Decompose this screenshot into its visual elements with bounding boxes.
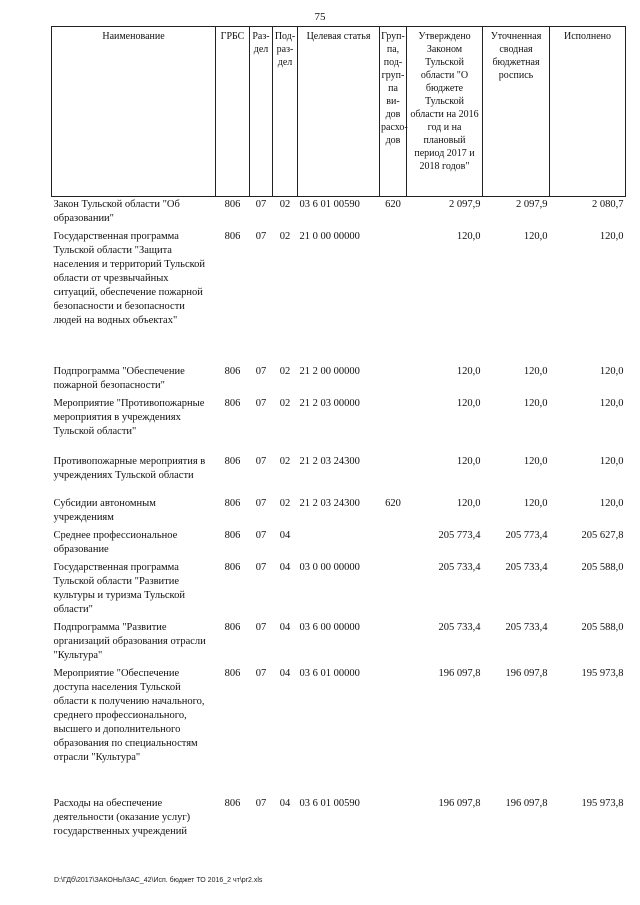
row-executed: 195 973,8	[581, 668, 624, 679]
row-refined: 120,0	[523, 498, 548, 509]
row-group	[380, 560, 407, 620]
row-podrazdel: 02	[279, 498, 291, 509]
row-grbs: 806	[224, 798, 241, 809]
row-article	[298, 528, 380, 560]
row-article: 03 6 01 00590	[299, 199, 360, 210]
row-razdel: 07	[255, 798, 267, 809]
row-approved: 120,0	[456, 498, 481, 509]
table-row	[52, 396, 626, 454]
header-name: Наименование	[52, 27, 216, 197]
row-group	[380, 454, 407, 496]
row-executed: 205 627,8	[581, 530, 624, 541]
row-executed: 120,0	[599, 456, 624, 467]
row-grbs: 806	[224, 622, 241, 633]
table-row	[52, 454, 626, 496]
row-group	[380, 620, 407, 666]
row-refined: 196 097,8	[505, 798, 548, 809]
header-podrazdel: Под- раз- дел	[273, 27, 298, 197]
row-executed: 2 080,7	[592, 199, 624, 210]
row-grbs: 806	[224, 366, 241, 377]
row-podrazdel: 02	[279, 398, 291, 409]
row-name: Государственная программа Тульской области "Защита населения и территорий Тульской области от чрезвычайных ситуаций, обеспечение пожарной безопасности и безопасности людей на водных объектах"	[53, 231, 206, 326]
row-podrazdel: 04	[279, 562, 291, 573]
footer-file-path: D:\ГДб\2017\ЗАКОНЫ\ЗАС_42\Исп. бюджет ТО 2016_2 чт\pr2.xls	[54, 877, 263, 884]
row-razdel: 07	[255, 456, 267, 467]
row-podrazdel: 04	[279, 530, 291, 541]
row-group	[380, 796, 407, 856]
row-razdel: 07	[255, 562, 267, 573]
row-grbs: 806	[224, 668, 241, 679]
row-article: 21 2 03 24300	[299, 498, 360, 509]
row-group	[380, 528, 407, 560]
row-name: Подпрограмма "Обеспечение пожарной безопасности"	[53, 366, 185, 391]
row-razdel: 07	[255, 530, 267, 541]
row-article: 03 6 01 00590	[299, 798, 360, 809]
row-grbs: 806	[224, 231, 241, 242]
row-executed: 120,0	[599, 398, 624, 409]
row-approved: 120,0	[456, 456, 481, 467]
row-refined: 205 733,4	[505, 622, 548, 633]
row-approved: 205 773,4	[438, 530, 481, 541]
table-row	[52, 666, 626, 796]
table-row	[52, 229, 626, 364]
table-row	[52, 364, 626, 396]
row-article: 03 6 00 00000	[299, 622, 360, 633]
row-name: Мероприятие "Противопожарные мероприятия в учреждениях Тульской области"	[53, 398, 205, 437]
table-row	[52, 620, 626, 666]
row-article: 21 2 03 00000	[299, 398, 360, 409]
row-podrazdel: 02	[279, 456, 291, 467]
row-grbs: 806	[224, 199, 241, 210]
table-row	[52, 496, 626, 528]
row-name: Субсидии автономным учреждениям	[53, 498, 156, 523]
table-row	[52, 796, 626, 856]
row-article: 21 0 00 00000	[299, 231, 360, 242]
row-article: 21 2 00 00000	[299, 366, 360, 377]
row-grbs: 806	[224, 398, 241, 409]
row-podrazdel: 02	[279, 231, 291, 242]
row-podrazdel: 04	[279, 622, 291, 633]
row-name: Мероприятие "Обеспечение доступа населения Тульской области к получению начального, среднего профессионального, высшего и дополнительного образования по специальностям отрасли "Культура"	[53, 668, 205, 763]
row-executed: 205 588,0	[581, 562, 624, 573]
header-razdel: Раз- дел	[250, 27, 273, 197]
row-approved: 205 733,4	[438, 562, 481, 573]
row-approved: 120,0	[456, 366, 481, 377]
header-utochnennaya: Уточненная сводная бюджетная роспись	[483, 27, 550, 197]
header-ispolneno: Исполнено	[550, 27, 626, 197]
row-grbs: 806	[224, 456, 241, 467]
table-row	[52, 197, 626, 230]
row-podrazdel: 02	[279, 199, 291, 210]
row-approved: 196 097,8	[438, 798, 481, 809]
row-grbs: 806	[224, 498, 241, 509]
row-razdel: 07	[255, 498, 267, 509]
row-razdel: 07	[255, 668, 267, 679]
row-group	[380, 396, 407, 454]
row-approved: 205 733,4	[438, 622, 481, 633]
row-group: 620	[385, 498, 401, 509]
row-approved: 120,0	[456, 231, 481, 242]
row-executed: 195 973,8	[581, 798, 624, 809]
table-row	[52, 560, 626, 620]
row-grbs: 806	[224, 530, 241, 541]
row-refined: 205 773,4	[505, 530, 548, 541]
row-refined: 2 097,9	[516, 199, 548, 210]
row-refined: 120,0	[523, 366, 548, 377]
row-name: Расходы на обеспечение деятельности (оказание услуг) государственных учреждений	[53, 798, 191, 837]
table-header-row	[52, 27, 626, 197]
row-name: Государственная программа Тульской области "Развитие культуры и туризма Тульской области"	[53, 562, 185, 615]
row-refined: 120,0	[523, 456, 548, 467]
header-utverzhdeno: Утверждено Законом Тульской области "О бюджете Тульской области на 2016 год и на плановый период 2017 и 2018 годов"	[407, 27, 483, 197]
row-name: Противопожарные мероприятия в учреждениях Тульской области	[53, 456, 206, 481]
row-razdel: 07	[255, 398, 267, 409]
row-razdel: 07	[255, 366, 267, 377]
header-celevaya: Целевая статья	[298, 27, 380, 197]
row-group: 620	[385, 199, 401, 210]
row-podrazdel: 02	[279, 366, 291, 377]
row-refined: 120,0	[523, 231, 548, 242]
row-approved: 120,0	[456, 398, 481, 409]
row-name: Закон Тульской области "Об образовании"	[53, 199, 180, 224]
row-article: 03 6 01 00000	[299, 668, 360, 679]
row-approved: 196 097,8	[438, 668, 481, 679]
row-article: 03 0 00 00000	[299, 562, 360, 573]
row-group	[380, 229, 407, 364]
row-name: Среднее профессиональное образование	[53, 530, 178, 555]
row-refined: 196 097,8	[505, 668, 548, 679]
row-razdel: 07	[255, 199, 267, 210]
row-article: 21 2 03 24300	[299, 456, 360, 467]
row-grbs: 806	[224, 562, 241, 573]
row-approved: 2 097,9	[449, 199, 481, 210]
row-executed: 205 588,0	[581, 622, 624, 633]
row-group	[380, 666, 407, 796]
budget-table	[51, 26, 626, 856]
row-refined: 205 733,4	[505, 562, 548, 573]
row-razdel: 07	[255, 231, 267, 242]
row-group	[380, 364, 407, 396]
table-row	[52, 528, 626, 560]
page-number: 75	[314, 11, 326, 23]
row-refined: 120,0	[523, 398, 548, 409]
header-grbs: ГРБС	[216, 27, 250, 197]
row-executed: 120,0	[599, 498, 624, 509]
row-razdel: 07	[255, 622, 267, 633]
row-podrazdel: 04	[279, 798, 291, 809]
header-gruppa: Груп- па, под- груп- па ви- дов расхо- дов	[380, 27, 407, 197]
row-podrazdel: 04	[279, 668, 291, 679]
row-executed: 120,0	[599, 231, 624, 242]
row-name: Подпрограмма "Развитие организаций образования отрасли "Культура"	[53, 622, 206, 661]
row-executed: 120,0	[599, 366, 624, 377]
